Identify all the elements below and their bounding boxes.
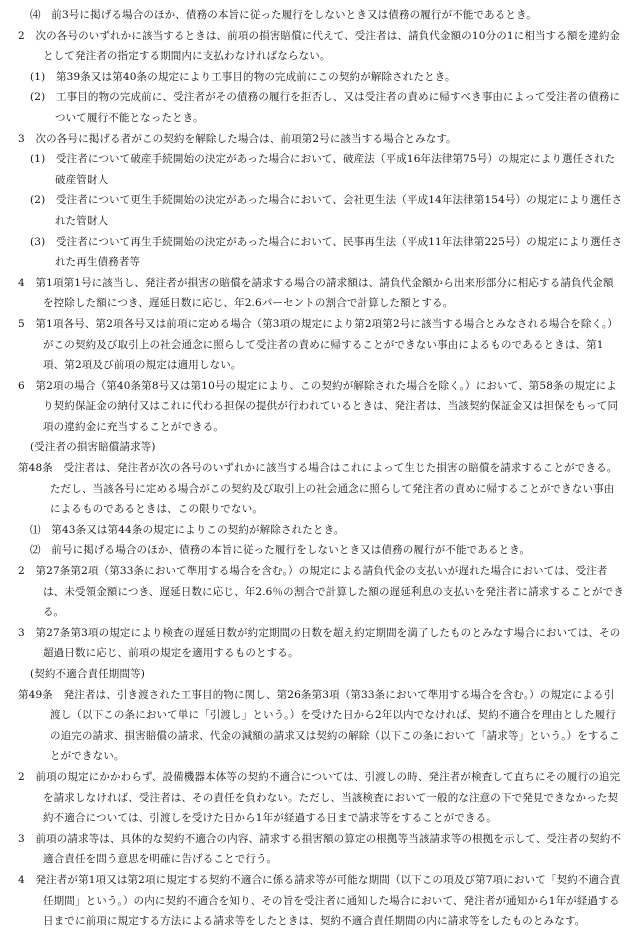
item-1: (1) 受注者について破産手続開始の決定があった場合において、破産法（平成16年法律第75号）の規定により選任された破産管財人 — [30, 153, 616, 186]
paragraph-4: 4 発注者が第1項又は第2項に規定する契約不適合に係る請求等が可能な期間（以下この項及び第7項において「契約不適合責任期間」という。）の内に契約不適合を知り、その旨を受注者に通知した場合において、発注者が通知から1年が経過する日までに前項に規定する方法による請求等をしたときは、契約不適合責任期間の内に請求等をしたものとみなす。 — [18, 873, 621, 928]
paragraph-2: 2 前項の規定にかかわらず、設備機器本体等の契約不適合については、引渡しの時、発注者が検査して直ちにその履行の追完を請求しなければ、受注者は、その責任を負わない。ただし、当該検査において一般的な注意の下で発見できなかった契約不適合については、引渡しを受けた日から1年が経過する日まで請求等をすることができる。 — [18, 770, 621, 825]
item-2: ⑵ 前号に掲げる場合のほか、債務の本旨に従った履行をしないとき又は債務の履行が不能であるとき。 — [30, 544, 531, 557]
article-heading: (契約不適合責任期間等) — [30, 668, 145, 680]
item-2: (2) 工事目的物の完成前に、受注者がその債務の履行を拒否し、又は受注者の責めに帰すべき事由によって受注者の債務について履行不能となったとき。 — [30, 91, 621, 124]
item-2: (2) 受注者について更生手続開始の決定があった場合において、会社更生法（平成14年法律第154号）の規定により選任された管財人 — [30, 194, 623, 227]
paragraph-3: 3 次の各号に掲げる者がこの契約を解除した場合は、前項第2号に該当する場合とみなす。 — [18, 132, 457, 145]
paragraph-3: 3 前項の請求等は、具体的な契約不適合の内容、請求する損害額の算定の根拠等当該請求等の根拠を示して、受注者の契約不適合責任を問う意思を明確に告げることで行う。 — [18, 832, 622, 866]
item-3: (3) 受注者について再生手続開始の決定があった場合において、民事再生法（平成11年法律第225号）の規定により選任された再生債務者等 — [30, 235, 623, 269]
article-heading: (受注者の損害賠償請求等) — [30, 441, 156, 454]
item-1: (1) 第39条又は第40条の規定により工事目的物の完成前にこの契約が解除されたとき。 — [30, 70, 456, 83]
paragraph-5: 5 第1項各号、第2項各号又は前項に定める場合（第3項の規定により第2項第2号に該当する場合とみなされる場合を除く。）がこの契約及び取引上の社会通念に照らして受注者の責めに帰することができない事由によるものであるときは、第1項、第2項及び前項の規定は適用しない。 — [18, 317, 618, 372]
article-49: 第49条 発注者は、引き渡された工事目的物に関し、第26条第3項（第33条において準用する場合を含む。）の規定による引渡し（以下この条において単に「引渡し」という。）を受けた日から2年以内でなければ、契約不適合を理由とした履行の追完の請求、損害賠償の請求、代金の減額の請求又は契約の解除（以下この条において「請求等」という。）をすることができない。 — [18, 688, 620, 763]
item-1: ⑴ 第43条又は第44条の規定によりこの契約が解除されたとき。 — [30, 523, 345, 536]
article-48: 第48条 受注者は、発注者が次の各号のいずれかに該当する場合はこれによって生じた損害の賠償を請求することができる。ただし、当該各号に定める場合がこの契約及び取引上の社会通念に照らして発注者の責めに帰することができない事由によるものであるときは、この限りでない。 — [18, 462, 618, 516]
clause-item-4: ⑷ 前3号に掲げる場合のほか、債務の本旨に従った履行をしないとき又は債務の履行が不能であるとき。 — [30, 9, 537, 21]
paragraph-6: 6 第2項の場合（第40条第8号又は第10号の規定により、この契約が解除された場合を除く。）において、第58条の規定により契約保証金の納付又はこれに代わる担保の提供が行われているときは、発注者は、当該契約保証金又は担保をもって同項の違約金に充当することができる。 — [18, 379, 619, 433]
paragraph-4: 4 第1項第1号に該当し、発注者が損害の賠償を請求する場合の請求額は、請負代金額から出来形部分に相応する請負代金額を控除した額につき、遅延日数に応じ、年2.6パーセントの割合で計算した額とする。 — [18, 276, 614, 310]
paragraph-2: 2 第27条第2項（第33条において準用する場合を含む。）の規定による請負代金の支払いが遅れた場合においては、受注者は、未受領金額につき、遅延日数に応じ、年2.6％の割合で計算した額の遅延利息の支払いを発注者に請求することができる。 — [18, 565, 624, 619]
paragraph-3: 3 第27条第3項の規定により検査の遅延日数が約定期間の日数を超え約定期間を満了したものとみなす場合においては、その超過日数に応じ、前項の規定を適用するものとする。 — [18, 626, 621, 660]
paragraph-2: 2 次の各号のいずれかに該当するときは、前項の損害賠償に代えて、受注者は、請負代金額の10分の1に相当する額を違約金として発注者の指定する期間内に支払わなければならない。 — [18, 29, 621, 63]
